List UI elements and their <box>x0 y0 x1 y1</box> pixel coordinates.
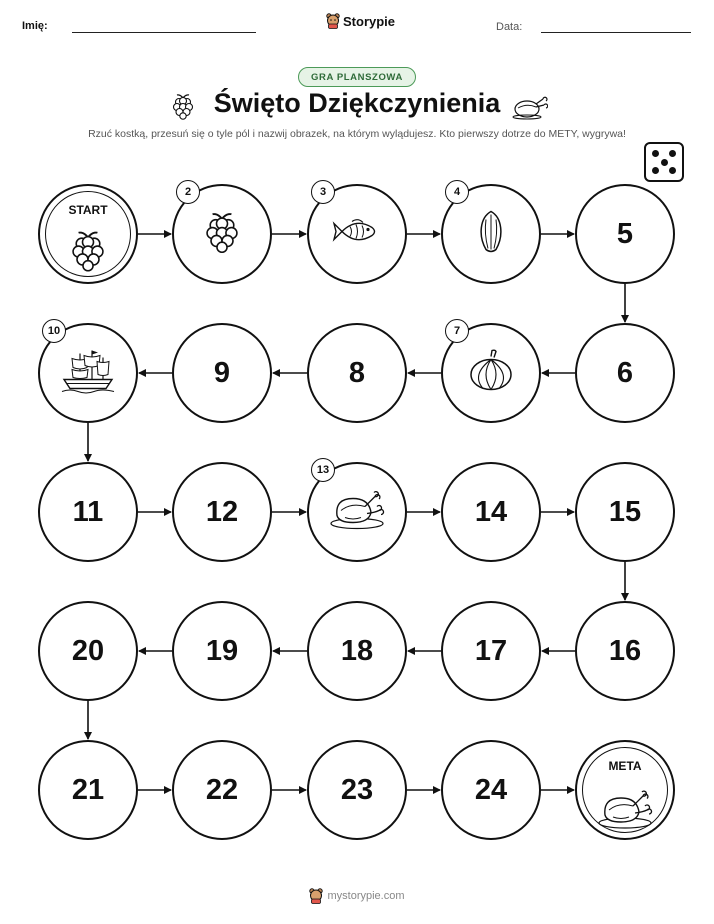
board-field-20[interactable] <box>38 601 138 701</box>
board-field-14[interactable] <box>441 462 541 562</box>
field-number-badge: 10 <box>42 319 66 343</box>
date-label: Data: <box>496 21 523 33</box>
board-field-18[interactable] <box>307 601 407 701</box>
field-number-badge: 4 <box>445 180 469 204</box>
field-number: 19 <box>205 634 239 667</box>
field-number: 17 <box>474 634 508 667</box>
raspberry-icon <box>68 228 108 277</box>
finish-label: META <box>608 759 642 773</box>
field-number-badge: 2 <box>176 180 200 204</box>
board-field-22[interactable] <box>172 740 272 840</box>
board-field-19[interactable] <box>172 601 272 701</box>
board-field-9[interactable] <box>172 323 272 423</box>
bear-logo-icon <box>309 888 323 904</box>
field-number: 18 <box>340 634 374 667</box>
footer-url[interactable]: mystorypie.com <box>327 890 405 902</box>
brand-name: Storypie <box>343 13 396 29</box>
field-number: 24 <box>474 773 508 806</box>
field-number: 20 <box>71 634 105 667</box>
board-field-12[interactable] <box>172 462 272 562</box>
start-field[interactable] <box>38 184 138 284</box>
page-title: Święto Dziękczynienia <box>213 88 501 118</box>
field-number-badge: 3 <box>311 180 335 204</box>
fish-icon <box>332 217 382 252</box>
field-number-badge: 7 <box>445 319 469 343</box>
pumpkin-icon <box>467 349 515 398</box>
field-number: 6 <box>616 356 634 389</box>
raspberry-icon <box>202 210 242 259</box>
field-number: 15 <box>608 495 642 528</box>
board-field-21[interactable] <box>38 740 138 840</box>
board-field-11[interactable] <box>38 462 138 562</box>
board-field-8[interactable] <box>307 323 407 423</box>
finish-field[interactable] <box>575 740 675 840</box>
board-field-16[interactable] <box>575 601 675 701</box>
board-field-15[interactable] <box>575 462 675 562</box>
field-number-badge: 13 <box>311 458 335 482</box>
field-number: 16 <box>608 634 642 667</box>
field-number: 14 <box>474 495 508 528</box>
board-field-6[interactable] <box>575 323 675 423</box>
field-number: 5 <box>616 217 634 250</box>
footer <box>0 888 714 904</box>
ship-icon <box>60 348 116 399</box>
seed-icon <box>476 210 506 259</box>
name-label: Imię: <box>22 20 48 32</box>
field-number: 12 <box>205 495 239 528</box>
field-number: 8 <box>348 356 366 389</box>
board-field-5[interactable] <box>575 184 675 284</box>
field-number: 23 <box>340 773 374 806</box>
instructions: Rzuć kostką, przesuń się o tyle pól i nazwij obrazek, na którym wylądujesz. Kto pierwszy dotrze do METY, wygrywa! <box>88 128 626 140</box>
field-number: 21 <box>71 773 105 806</box>
field-number: 22 <box>205 773 239 806</box>
start-label: START <box>68 203 108 217</box>
board-field-23[interactable] <box>307 740 407 840</box>
field-number: 9 <box>213 356 231 389</box>
field-number: 11 <box>72 495 104 528</box>
roast-turkey-icon <box>597 788 653 835</box>
roast-turkey-icon <box>329 489 385 536</box>
board-field-24[interactable] <box>441 740 541 840</box>
board-field-17[interactable] <box>441 601 541 701</box>
game-type-tag: GRA PLANSZOWA <box>298 67 416 87</box>
